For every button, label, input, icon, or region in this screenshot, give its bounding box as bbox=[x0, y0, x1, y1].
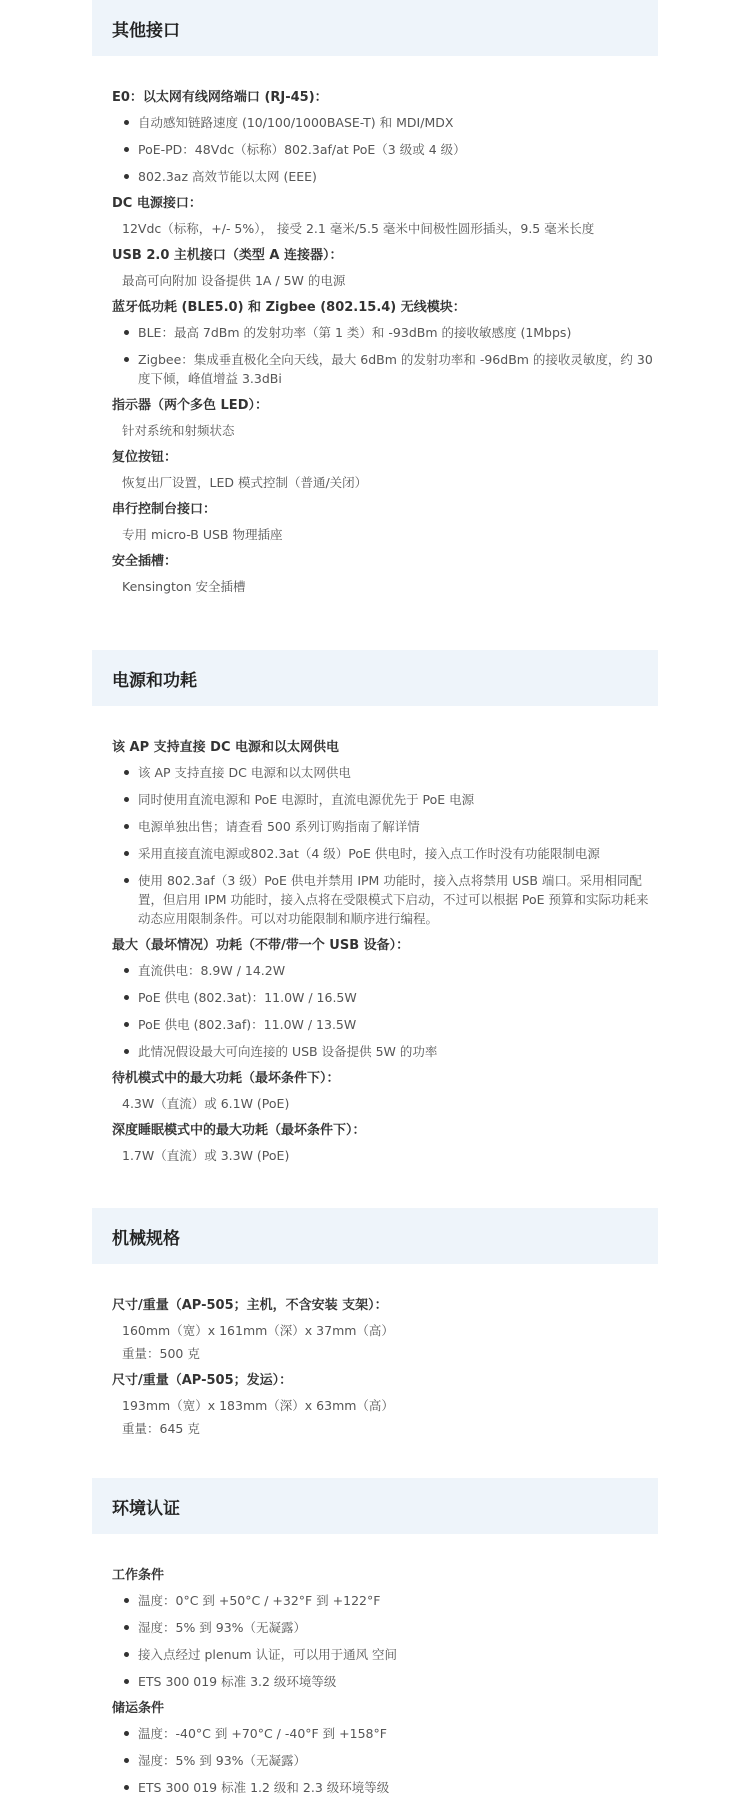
bullet-icon bbox=[124, 174, 129, 179]
bullet-icon bbox=[124, 1731, 129, 1736]
bullet-icon bbox=[124, 824, 129, 829]
section-title: 机械规格 bbox=[112, 1228, 180, 1249]
bullet-icon bbox=[124, 968, 129, 973]
list-item: Zigbee：集成垂直极化全向天线，最大 6dBm 的发射功率和 -96dBm 的接收灵敏度，约 30 度下倾，峰值增益 3.3dBi bbox=[112, 350, 658, 388]
list-item: BLE：最高 7dBm 的发射功率（第 1 类）和 -93dBm 的接收敏感度 (1Mbps) bbox=[112, 323, 658, 342]
bullet-list bbox=[112, 1591, 658, 1691]
group-text: 12Vdc（标称，+/- 5%）， 接受 2.1 毫米/5.5 毫米中间极性圆形插头，9.5 毫米长度 bbox=[122, 221, 595, 236]
group-heading: 安全插槽： bbox=[112, 554, 178, 569]
group-text: 最高可向附加 设备提供 1A / 5W 的电源 bbox=[122, 273, 346, 288]
bullet-icon bbox=[124, 120, 129, 125]
list-item: ETS 300 019 标准 1.2 级和 2.3 级环境等级 bbox=[112, 1778, 658, 1797]
group-heading: E0：以太网有线网络端口 (RJ-45)： bbox=[112, 90, 328, 105]
list-item: 使用 802.3af（3 级）PoE 供电并禁用 IPM 功能时，接入点将禁用 USB 端口。采用相同配置，但启用 IPM 功能时，接入点将在受限模式下启动，不过可以根据 PoE 预算和实际功耗来动态应用限制条件。可以对功能限制和顺序进行编程。 bbox=[112, 871, 658, 928]
section-header bbox=[92, 650, 658, 706]
section-mechanical bbox=[92, 1208, 658, 1442]
group-heading: 储运条件 bbox=[112, 1701, 165, 1716]
bullet-icon bbox=[124, 878, 129, 883]
group-text: 1.7W（直流）或 3.3W (PoE) bbox=[122, 1148, 290, 1163]
bullet-icon bbox=[124, 357, 129, 362]
list-item: 采用直接直流电源或802.3at（4 级）PoE 供电时，接入点工作时没有功能限制电源 bbox=[112, 844, 658, 863]
list-item: PoE 供电 (802.3af)：11.0W / 13.5W bbox=[112, 1015, 658, 1034]
list-item: 此情况假设最大可向连接的 USB 设备提供 5W 的功率 bbox=[112, 1042, 658, 1061]
bullet-icon bbox=[124, 1598, 129, 1603]
list-item: 湿度：5% 到 93%（无凝露） bbox=[112, 1751, 658, 1770]
list-item: 同时使用直流电源和 PoE 电源时，直流电源优先于 PoE 电源 bbox=[112, 790, 658, 809]
group-heading: 指示器（两个多色 LED）： bbox=[112, 398, 268, 413]
bullet-icon bbox=[124, 1785, 129, 1790]
section-header bbox=[92, 1208, 658, 1264]
bullet-icon bbox=[124, 1022, 129, 1027]
group-heading: USB 2.0 主机接口（类型 A 连接器）： bbox=[112, 248, 343, 263]
group-heading: DC 电源接口： bbox=[112, 196, 202, 211]
bullet-icon bbox=[124, 770, 129, 775]
list-item: 湿度：5% 到 93%（无凝露） bbox=[112, 1618, 658, 1637]
list-item: 该 AP 支持直接 DC 电源和以太网供电 bbox=[112, 763, 658, 782]
bullet-icon bbox=[124, 1049, 129, 1054]
list-item: 接入点经过 plenum 认证，可以用于通风 空间 bbox=[112, 1645, 658, 1664]
group-text: 160mm（宽）x 161mm（深）x 37mm（高） bbox=[122, 1323, 394, 1338]
section-other-interfaces bbox=[92, 0, 658, 600]
bullet-icon bbox=[124, 1758, 129, 1763]
bullet-icon bbox=[124, 330, 129, 335]
group-text: 专用 micro-B USB 物理插座 bbox=[122, 527, 283, 542]
group-text: 恢复出厂设置，LED 模式控制（普通/关闭） bbox=[122, 475, 368, 490]
group-heading: 待机模式中的最大功耗（最坏条件下）： bbox=[112, 1071, 340, 1086]
group-heading: 最大（最坏情况）功耗（不带/带一个 USB 设备）： bbox=[112, 938, 410, 953]
list-item: 自动感知链路速度 (10/100/1000BASE-T) 和 MDI/MDX bbox=[112, 113, 658, 132]
bullet-icon bbox=[124, 1679, 129, 1684]
group-heading: 尺寸/重量（AP-505；主机，不含安装 支架）： bbox=[112, 1298, 388, 1313]
list-item: 温度：-40°C 到 +70°C / -40°F 到 +158°F bbox=[112, 1724, 658, 1743]
group-heading: 深度睡眠模式中的最大功耗（最坏条件下）： bbox=[112, 1123, 366, 1138]
group-text: 针对系统和射频状态 bbox=[122, 423, 235, 438]
group-text: Kensington 安全插槽 bbox=[122, 579, 246, 594]
bullet-list bbox=[112, 1724, 658, 1797]
group-text: 193mm（宽）x 183mm（深）x 63mm（高） bbox=[122, 1398, 394, 1413]
bullet-icon bbox=[124, 1625, 129, 1630]
list-item: PoE 供电 (802.3at)：11.0W / 16.5W bbox=[112, 988, 658, 1007]
list-item: 直流供电：8.9W / 14.2W bbox=[112, 961, 658, 980]
group-heading: 复位按钮： bbox=[112, 450, 178, 465]
group-text: 重量：500 克 bbox=[122, 1346, 200, 1361]
bullet-list bbox=[112, 113, 658, 186]
bullet-icon bbox=[124, 851, 129, 856]
bullet-icon bbox=[124, 147, 129, 152]
section-title: 环境认证 bbox=[112, 1498, 180, 1519]
section-header bbox=[92, 0, 658, 56]
bullet-icon bbox=[124, 1652, 129, 1657]
group-heading: 该 AP 支持直接 DC 电源和以太网供电 bbox=[112, 740, 340, 755]
bullet-icon bbox=[124, 797, 129, 802]
bullet-list bbox=[112, 323, 658, 388]
bullet-list bbox=[112, 763, 658, 928]
section-title: 其他接口 bbox=[112, 20, 180, 41]
list-item: 802.3az 高效节能以太网 (EEE) bbox=[112, 167, 658, 186]
section-power bbox=[92, 650, 658, 1169]
group-heading: 工作条件 bbox=[112, 1568, 165, 1583]
section-header bbox=[92, 1478, 658, 1534]
group-heading: 蓝牙低功耗 (BLE5.0) 和 Zigbee (802.15.4) 无线模块： bbox=[112, 300, 466, 315]
section-environment bbox=[92, 1478, 658, 1805]
list-item: ETS 300 019 标准 3.2 级环境等级 bbox=[112, 1672, 658, 1691]
list-item: PoE-PD：48Vdc（标称）802.3af/at PoE（3 级或 4 级） bbox=[112, 140, 658, 159]
bullet-list bbox=[112, 961, 658, 1061]
group-heading: 串行控制台接口： bbox=[112, 502, 217, 517]
group-text: 4.3W（直流）或 6.1W (PoE) bbox=[122, 1096, 290, 1111]
list-item: 电源单独出售；请查看 500 系列订购指南了解详情 bbox=[112, 817, 658, 836]
group-heading: 尺寸/重量（AP-505；发运）： bbox=[112, 1373, 293, 1388]
group-text: 重量：645 克 bbox=[122, 1421, 200, 1436]
list-item: 温度：0°C 到 +50°C / +32°F 到 +122°F bbox=[112, 1591, 658, 1610]
bullet-icon bbox=[124, 995, 129, 1000]
section-title: 电源和功耗 bbox=[112, 670, 197, 691]
